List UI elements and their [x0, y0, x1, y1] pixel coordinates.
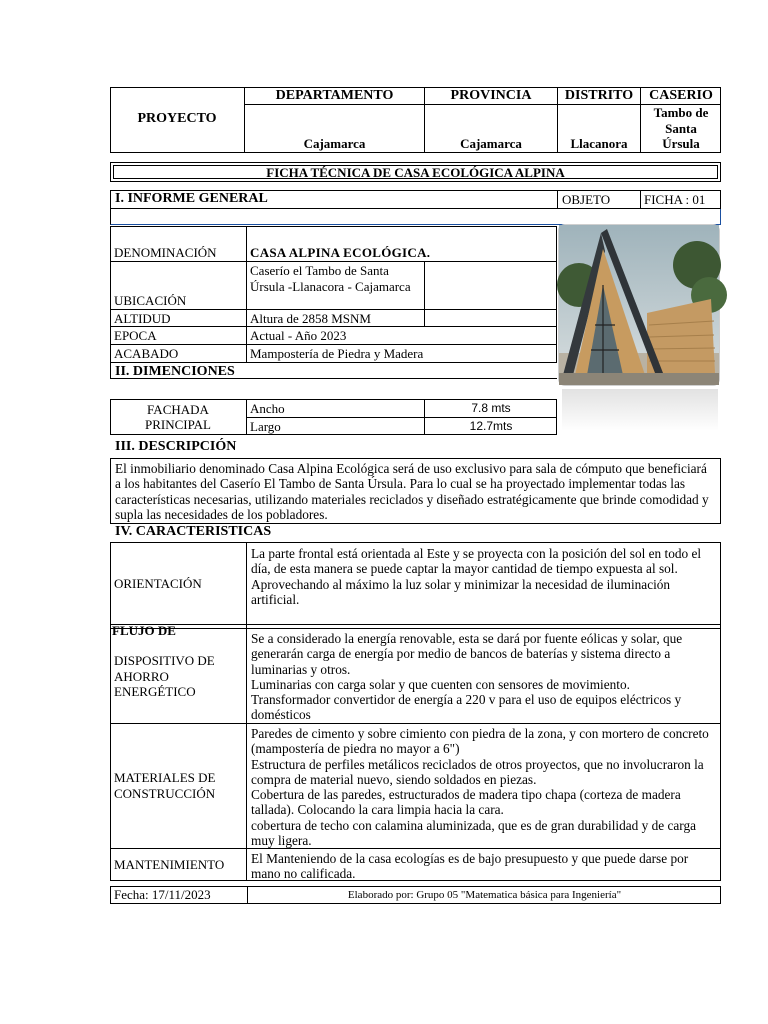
mantenimiento-text: El Manteniendo de la casa ecologías es de bajo presupuesto y que puede darse por mano no calificada.: [251, 851, 689, 882]
section2-title: II. DIMENCIONES: [115, 364, 235, 379]
orientacion-text-1: La parte frontal está orientada al Este y se proyecta con la posición del sol en todo el día, de esta manera se puede captar la mayor cantidad de tiempo expuesta al sol.: [251, 546, 702, 577]
house-photo: [559, 225, 719, 385]
departamento-value: Cajamarca: [303, 136, 366, 151]
description-text: El inmobiliario denominado Casa Alpina Ecológica será de uso exclusivo para sala de cómputo que beneficiará a los habitantes del Caserío El Tambo de Santa Úrsula. Para lo cual se ha proyectado implementar todas las características necesarias, utilizando materiales reciclados y diseñado estratégicamente que brinde comodidad y supla las necesidades de los pobladores.: [115, 461, 709, 522]
largo-value: 12.7mts: [469, 419, 513, 433]
col-distrito-title: DISTRITO: [564, 88, 634, 103]
provincia-value: Cajamarca: [460, 136, 522, 151]
caserio-value: Tambo de Santa Úrsula: [653, 105, 709, 151]
footer-elaborado: Elaborado por: Grupo 05 "Matematica básica para Ingeniería": [347, 889, 622, 901]
acabado-label: ACABADO: [114, 346, 179, 361]
ancho-value: 7.8 mts: [471, 401, 511, 415]
altidud-label: ALTIDUD: [114, 311, 171, 326]
largo-label: Largo: [250, 419, 281, 434]
mantenimiento-label: MANTENIMIENTO: [114, 857, 225, 872]
col-caserio-title: CASERIO: [649, 88, 713, 103]
distrito-value: Llacanora: [570, 136, 628, 151]
ficha-number: FICHA : 01: [644, 192, 706, 207]
col-provincia-title: PROVINCIA: [450, 88, 532, 103]
proyecto-label: PROYECTO: [137, 111, 217, 126]
ubicacion-value: Caserío el Tambo de Santa Úrsula -Llanacora - Cajamarca: [250, 263, 411, 294]
dispositivo-text: [247, 629, 720, 725]
dispositivo-text-2: Luminarias con carga solar y que cuenten con sensores de movimiento.: [251, 676, 630, 692]
flujo-label: FLUJO DE: [112, 623, 176, 638]
dispositivo-text-3: Transformador convertidor de energía a 220 v para el uso de equipos eléctricos y domésticos: [251, 692, 682, 723]
objeto-label: OBJETO: [562, 192, 611, 207]
denominacion-label: DENOMINACIÓN: [114, 245, 217, 260]
materiales-text: [247, 724, 720, 850]
footer-fecha: Fecha: 17/11/2023: [114, 887, 211, 902]
materiales-text-4: cobertura de techo con calamina aluminizada, que es de gran durabilidad y de carga muy ligera.: [251, 817, 696, 849]
main-title: FICHA TÉCNICA DE CASA ECOLÓGICA ALPINA: [266, 165, 565, 180]
orientacion-text-2: Aprovechando al máximo la luz solar y minimizar la necesidad de iluminación artificial.: [251, 576, 671, 607]
materiales-label: MATERIALES DE CONSTRUCCIÓN: [114, 770, 216, 801]
dispositivo-label: DISPOSITIVO DE AHORRO ENERGÉTICO: [114, 653, 215, 699]
materiales-text-3: Cobertura de las paredes, estructurados de madera tipo chapa (corteza de madera tallada). Colocando la cara limpia hacia la cara.: [251, 787, 681, 818]
ancho-label: Ancho: [250, 401, 285, 416]
epoca-label: EPOCA: [114, 328, 157, 343]
dispositivo-text-1: Se a considerado la energía renovable, esta se dará por fuente eólicas y solar, que generarán carga de energía por medio de bancos de baterías y sistema directo a luminarias y otros.: [251, 631, 683, 677]
epoca-value: Actual - Año 2023: [250, 328, 347, 343]
house-photo-reflection: [562, 389, 718, 431]
denominacion-value: CASA ALPINA ECOLÓGICA.: [250, 245, 431, 260]
acabado-value: Mampostería de Piedra y Madera: [250, 346, 424, 361]
ubicacion-label: UBICACIÓN: [114, 293, 187, 308]
col-departamento-title: DEPARTAMENTO: [275, 88, 394, 103]
orientacion-text: [247, 544, 720, 609]
materiales-text-1: Paredes de cimento y sobre cimiento con piedra de la zona, y con mortero de concreto (mampostería de piedra no mayor a 6"): [251, 726, 709, 757]
section1-title: I. INFORME GENERAL: [115, 191, 268, 206]
main-title-box: [110, 162, 721, 182]
section4-title: IV. CARACTERISTICAS: [115, 524, 272, 539]
altidud-value: Altura de 2858 MSNM: [250, 311, 371, 326]
fachada-label: FACHADA PRINCIPAL: [145, 402, 211, 432]
materiales-text-2: Estructura de perfiles metálicos reciclados de otros proyectos, que no involucraron la compra de material nuevo, siendo soldados en piezas.: [251, 756, 704, 787]
section3-title: III. DESCRIPCIÓN: [115, 439, 237, 454]
orientacion-label: ORIENTACIÓN: [114, 576, 202, 591]
